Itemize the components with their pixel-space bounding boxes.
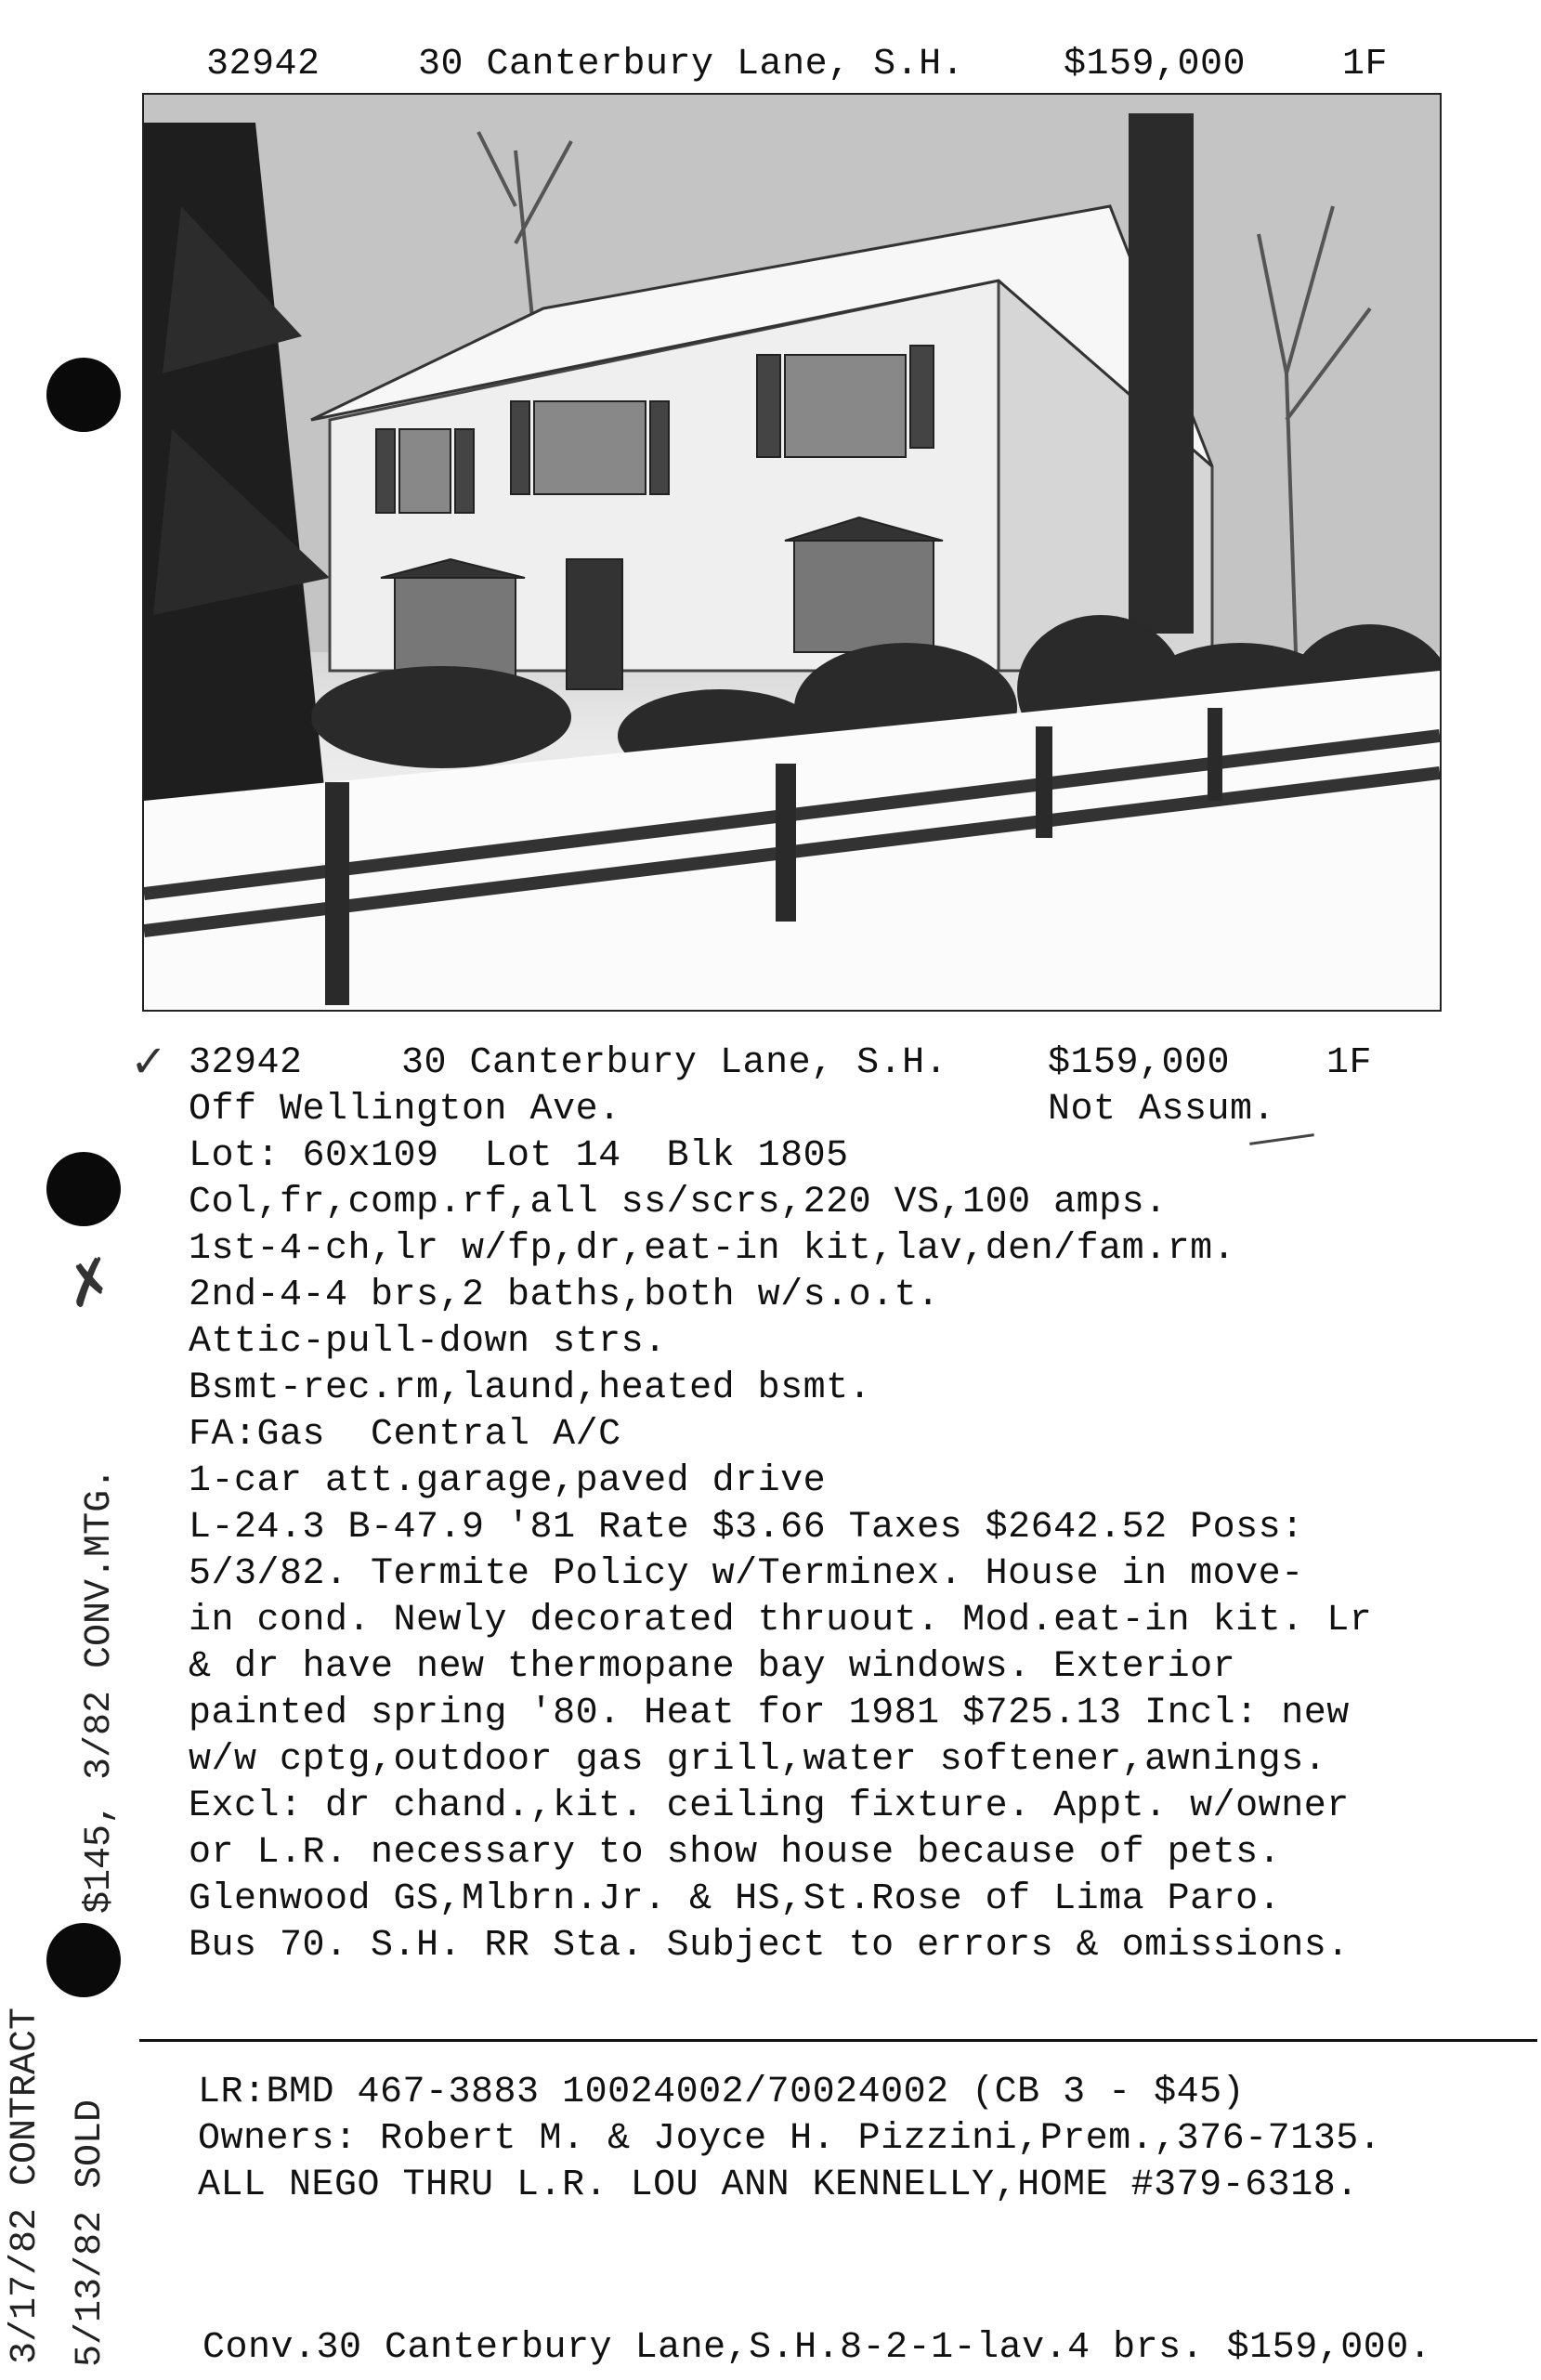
punch-hole-bottom (46, 1923, 121, 1997)
listing-line: Excl: dr chand.,kit. ceiling fixture. Appt. w/owner (189, 1785, 1350, 1827)
check-mark: ✓ (130, 1036, 168, 1088)
listing-line: Col,fr,comp.rf,all ss/scrs,220 VS,100 amps. (189, 1182, 1168, 1223)
section-divider (139, 2039, 1537, 2042)
listing-number: 32942 (189, 1042, 303, 1084)
header-address: 30 Canterbury Lane, S.H. (418, 44, 965, 85)
house-photo-drawing (144, 95, 1440, 1010)
contact-line-lister: LR:BMD 467-3883 10024002/70024002 (CB 3 - $45) (198, 2072, 1246, 2113)
listing-line: Lot: 60x109 Lot 14 Blk 1805 (189, 1135, 849, 1177)
listing-mortgage: Not Assum. (1048, 1089, 1276, 1131)
house-photo (142, 93, 1442, 1012)
listing-line: Attic-pull-down strs. (189, 1321, 667, 1363)
sold-stamp: 5/13/82 SOLD (70, 2099, 111, 2367)
listing-line: or L.R. necessary to show house because of pets. (189, 1832, 1282, 1874)
listing-line: 1st-4-ch,lr w/fp,dr,eat-in kit,lav,den/fam.rm. (189, 1228, 1236, 1270)
listing-line: painted spring '80. Heat for 1981 $725.13 Incl: new (189, 1693, 1350, 1734)
header-code: 1F (1342, 44, 1389, 85)
mortgage-note: $145, 3/82 CONV.MTG. (79, 1467, 121, 1914)
listing-line: 1-car att.garage,paved drive (189, 1460, 827, 1502)
dash-mark (1249, 1133, 1314, 1145)
listing-line: Glenwood GS,Mlbrn.Jr. & HS,St.Rose of Lima Paro. (189, 1878, 1282, 1920)
listing-line: in cond. Newly decorated thruout. Mod.eat-in kit. Lr (189, 1600, 1373, 1641)
listing-line: w/w cptg,outdoor gas grill,water softener,awnings. (189, 1739, 1327, 1781)
listing-address: 30 Canterbury Lane, S.H. (401, 1042, 948, 1084)
x-mark: ✗ (57, 1244, 124, 1324)
listing-line: L-24.3 B-47.9 '81 Rate $3.66 Taxes $2642.52 Poss: (189, 1507, 1304, 1549)
contract-stamp: 3/17/82 CONTRACT (5, 2007, 46, 2364)
contact-line-negotiation: ALL NEGO THRU L.R. LOU ANN KENNELLY,HOME #379-6318. (198, 2164, 1359, 2206)
contact-line-owners: Owners: Robert M. & Joyce H. Pizzini,Prem.,376-7135. (198, 2118, 1382, 2160)
listing-code: 1F (1326, 1042, 1373, 1084)
listing-location: Off Wellington Ave. (189, 1089, 621, 1131)
listing-line: Bus 70. S.H. RR Sta. Subject to errors & omissions. (189, 1925, 1350, 1967)
header-listing-number: 32942 (206, 44, 320, 85)
punch-hole-middle (46, 1152, 121, 1226)
listing-price: $159,000 (1048, 1042, 1231, 1084)
listing-line: & dr have new thermopane bay windows. Exterior (189, 1646, 1236, 1688)
listing-line: FA:Gas Central A/C (189, 1414, 621, 1456)
listing-line: 2nd-4-4 brs,2 baths,both w/s.o.t. (189, 1275, 940, 1316)
listing-line: 5/3/82. Termite Policy w/Terminex. House in move- (189, 1553, 1304, 1595)
punch-hole-top (46, 358, 121, 432)
listing-line: Bsmt-rec.rm,laund,heated bsmt. (189, 1367, 872, 1409)
footer-summary: Conv.30 Canterbury Lane,S.H.8-2-1-lav.4 brs. $159,000. (202, 2327, 1432, 2369)
header-price: $159,000 (1064, 44, 1247, 85)
